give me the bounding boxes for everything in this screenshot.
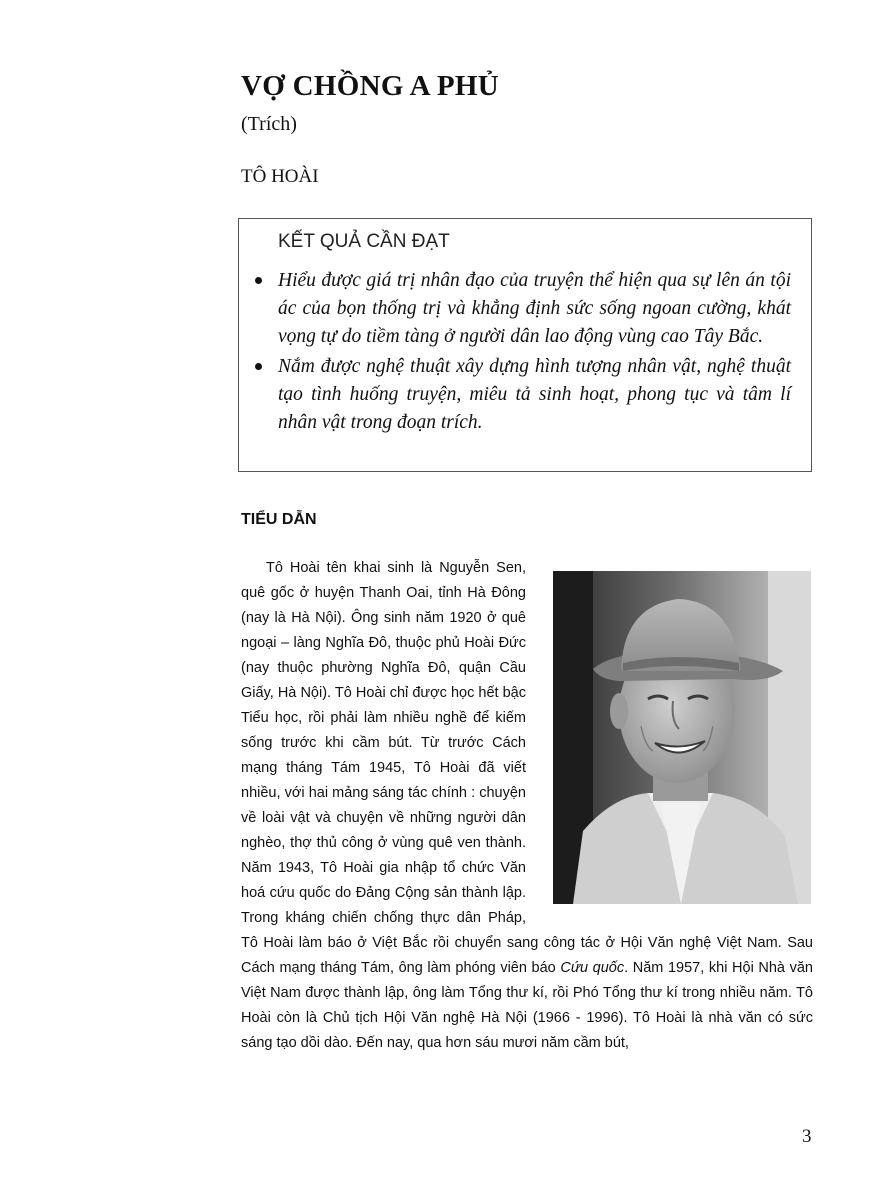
author-portrait bbox=[553, 571, 811, 904]
bullet-icon bbox=[255, 363, 262, 370]
intro-text-continued: . Năm 1957, khi Hội Nhà văn Việt Nam được thành lập, ông làm Tổng thư kí, rồi Phó Tổng thư kí trong nhiều năm. Tô Hoài còn là Chủ tịch Hội Văn nghệ Hà Nội (1966 - 1996). Tô Hoài là nhà văn có sức sáng tạo dồi dào. Đến nay, qua hơn sáu mươi năm cầm bút, bbox=[241, 960, 813, 1051]
objective-text: Hiểu được giá trị nhân đạo của truyện thể hiện qua sự lên án tội ác của bọn thống trị và khẳng định sức sống ngoan cường, khát vọng tự do tiềm tàng ở người dân lao động vùng cao Tây Bắc. bbox=[278, 270, 791, 347]
objective-text: Nắm được nghệ thuật xây dựng hình tượng nhân vật, nghệ thuật tạo tình huống truyện, miêu tả sinh hoạt, phong tục và tâm lí nhân vật trong đoạn trích. bbox=[278, 356, 791, 433]
portrait-photo bbox=[553, 571, 811, 904]
objectives-box bbox=[238, 218, 812, 472]
bullet-icon bbox=[255, 277, 262, 284]
subtitle: (Trích) bbox=[241, 113, 297, 135]
section-heading: TIỂU DẪN bbox=[241, 511, 317, 528]
author-name: TÔ HOÀI bbox=[241, 166, 319, 187]
objective-item bbox=[255, 353, 791, 437]
objective-item bbox=[255, 267, 791, 351]
newspaper-name: Cứu quốc bbox=[560, 960, 625, 976]
objectives-heading: KẾT QUẢ CẦN ĐẠT bbox=[278, 231, 450, 252]
page-number: 3 bbox=[802, 1126, 812, 1147]
intro-text: Tô Hoài tên khai sinh là Nguyễn Sen, quê gốc ở huyện Thanh Oai, tỉnh Hà Đông (nay là Hà Nội). Ông sinh năm 1920 ở quê ngoại – làng Nghĩa Đô, thuộc phủ Hoài Đức (nay thuộc phường Nghĩa Đô, quận Cầu Giấy, Hà Nội). Tô Hoài chỉ được học hết bậc Tiểu học, rồi phải làm nhiều nghề để kiếm sống trước khi cầm bút. Từ trước Cách mạng tháng Tám 1945, Tô Hoài đã viết nhiều, với hai mảng sáng tác chính : chuyện về loài vật và chuyện về những người dân nghèo, thợ thủ công ở vùng quê ven thành. Năm 1943, Tô Hoài gia nhập tổ chức Văn hoá cứu quốc do Đảng Cộng sản thành lập. Trong kháng chiến chống thực dân Pháp, Tô Hoài làm báo ở Việt Bắc rồi chuyển sang công tác ở Hội Văn nghệ Việt Nam. Sau Cách mạng tháng Tám, ông làm phóng viên báo bbox=[241, 560, 813, 976]
page-title: VỢ CHỒNG A PHỦ bbox=[241, 70, 499, 102]
objectives-list bbox=[255, 267, 791, 439]
